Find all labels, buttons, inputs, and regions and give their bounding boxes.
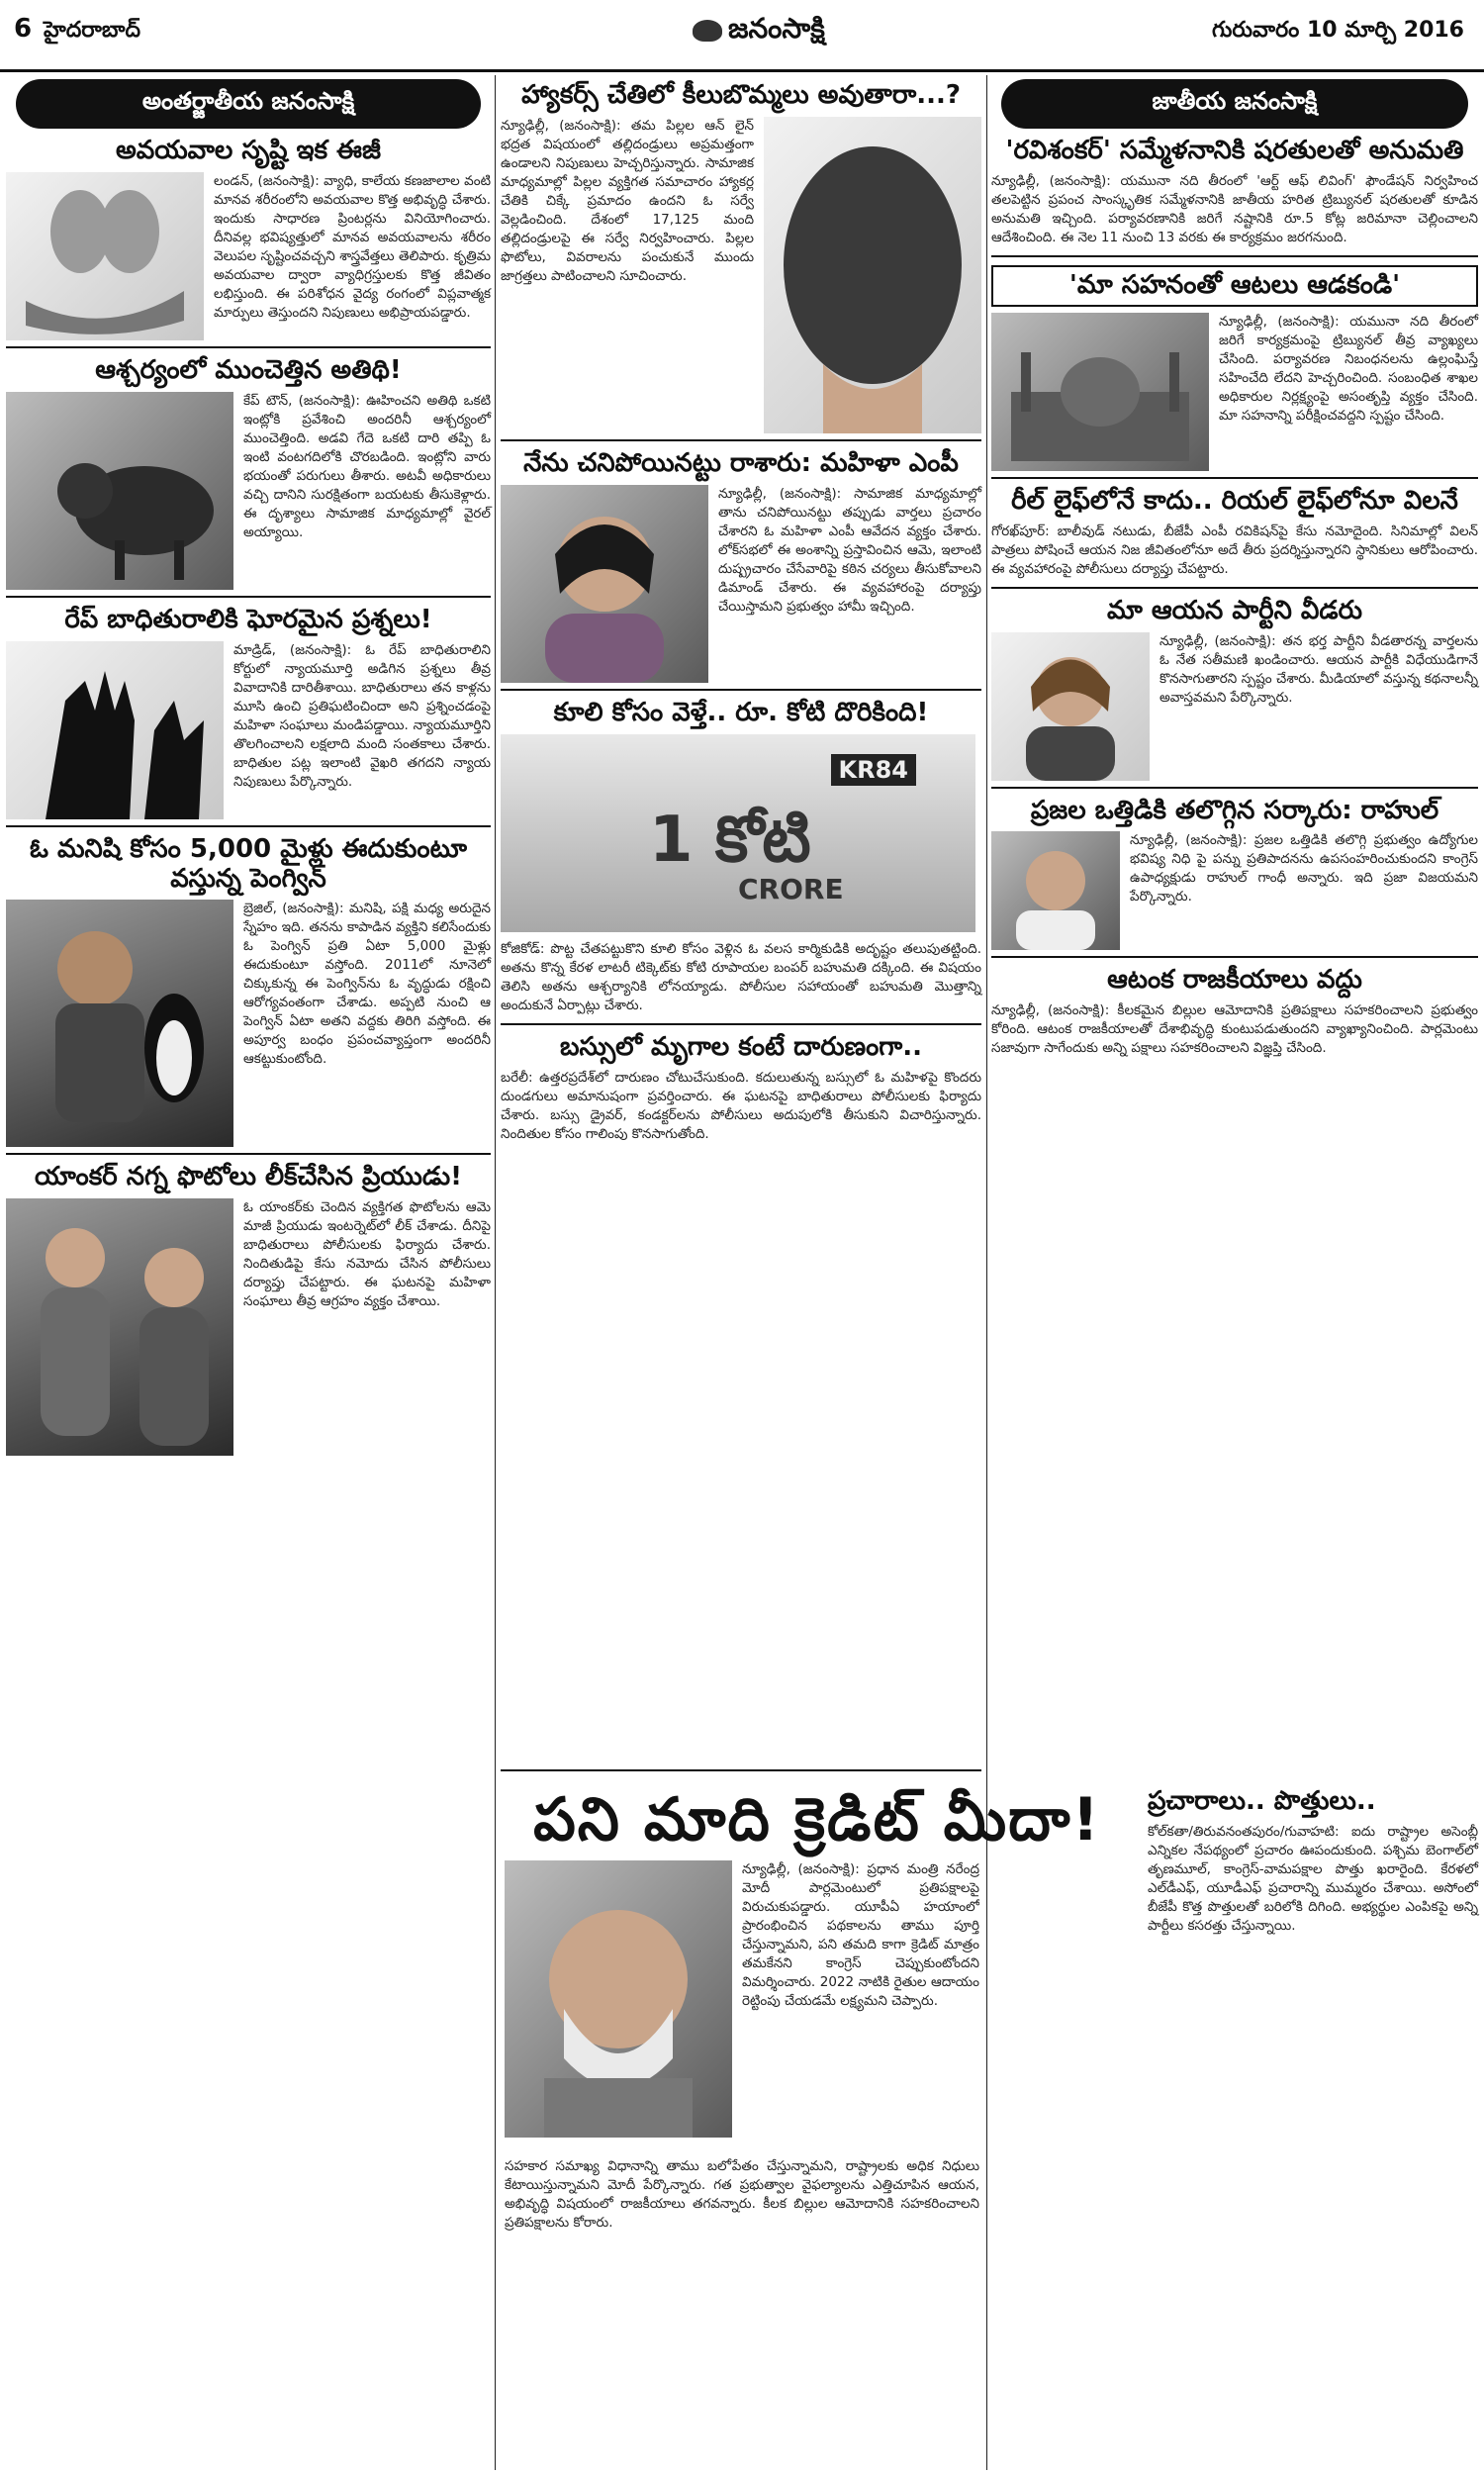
article-body: కేప్ టౌన్, (జనంసాక్షి): ఊహించని అతిథి ఒకటి ఇంట్లోకి ప్రవేశించి అందరినీ ఆశ్చర్యంలో ముంచెత్తింది. అడవి గేదె ఒకటి దారి తప్పి ఓ ఇంటి వంటగదిలోకి చొరబడింది. ఇంట్లోని వారు భయంతో పరుగులు తీశారు. అటవీ అధికారులు వచ్చి దానిని సురక్షితంగా బయటకు తీసుకెళ్లారు. ఈ దృశ్యాలు సామాజిక మాధ్యమాల్లో వైరల్ అయ్యాయి. xyxy=(243,392,491,540)
kidney-illustration xyxy=(6,172,204,340)
mp-portrait-photo xyxy=(501,485,708,683)
lead-body-b: సహకార సమాఖ్య విధానాన్ని తాము బలోపేతం చేస్తున్నామని, రాష్ట్రాలకు అధిక నిధులు కేటాయిస్తున్నామని మోదీ పేర్కొన్నారు. గత ప్రభుత్వాల వైఫల్యాలను ఎత్తిచూపిన ఆయన, అభివృద్ధి విషయంలో రాజకీయాలు తగవన్నారు. కీలక బిల్లుల ఆమోదానికి సహకరించాలని ప్రతిపక్షాలను కోరారు. xyxy=(505,2158,979,2231)
leader-portrait-icon xyxy=(505,1860,732,2138)
article-body: గోరఖ్‌పూర్: బాలీవుడ్ నటుడు, బీజేపీ ఎంపీ రవికిషన్‌పై కేసు నమోదైంది. సినిమాల్లో విలన్ పాత్రలు పోషించే ఆయన నిజ జీవితంలోనూ అదే తీరు ప్రదర్శిస్తున్నారని స్థానికులు ఆరోపించారు. ఈ వ్యవహారంపై పోలీసులు దర్యాప్తు చేపట్టారు. xyxy=(991,523,1478,577)
article-headline: ఆటంక రాజకీయాలు వద్దు xyxy=(1107,965,1362,996)
article-separator xyxy=(6,346,491,348)
article-separator xyxy=(6,596,491,598)
head-back-photo xyxy=(764,117,981,433)
article-body: న్యూఢిల్లీ, (జనంసాక్షి): యమునా నది తీరంలో జరిగే కార్యక్రమంపై ట్రిబ్యునల్ తీవ్ర వ్యాఖ్యలు చేసింది. పర్యావరణ నిబంధనలను ఉల్లంఘిస్తే సహించేది లేదని హెచ్చరించింది. సంబంధిత శాఖల అధికారుల నిర్లక్ష్యంపై అసంతృప్తి వ్యక్తం చేసింది. మా సహనాన్ని పరీక్షించవద్దని స్పష్టం చేసింది. xyxy=(1219,313,1478,424)
buffalo-icon xyxy=(6,392,233,590)
woman-portrait-icon xyxy=(501,485,708,683)
article-headline: యాంకర్ నగ్న ఫొటోలు లీక్‌చేసిన ప్రియుడు! xyxy=(35,1162,462,1192)
article-headline: ప్రచారాలు.. పొత్తులు.. xyxy=(1148,1786,1376,1816)
column-middle xyxy=(501,75,981,1144)
article-body: మాడ్రిడ్, (జనంసాక్షి): ఓ రేప్ బాధితురాలిని కోర్టులో న్యాయమూర్తి అడిగిన ప్రశ్నలు తీవ్ర వివాదానికి దారితీశాయి. బాధితురాలు తన కాళ్లను మూసి ఉంచి ప్రతిఘటించిందా అని ప్రశ్నించడంపై మహిళా సంఘాలు మండిపడ్డాయి. న్యాయమూర్తిని తొలగించాలని లక్షలాది మంది సంతకాలు చేశారు. బాధితుల పట్ల ఇలాంటి వైఖరి తగదని న్యాయ నిపుణులు పేర్కొన్నారు. xyxy=(233,641,491,790)
article-headline: ఆశ్చర్యంలో ముంచెత్తిన అతిథి! xyxy=(95,354,402,385)
article-body: బరేలీ: ఉత్తరప్రదేశ్‌లో దారుణం చోటుచేసుకుంది. కదులుతున్న బస్సులో ఓ మహిళపై కొందరు దుండగులు అమానుషంగా ప్రవర్తించారు. ఈ ఘటనపై బాధితురాలు పోలీసులకు ఫిర్యాదు చేశారు. బస్సు డ్రైవర్, కండక్టర్‌లను పోలీసులు అదుపులోకి తీసుకుని విచారిస్తున్నారు. నిందితుల కోసం గాలింపు కొనసాగుతోంది. xyxy=(501,1069,981,1142)
woman-icon xyxy=(991,632,1150,781)
article-headline: కూలి కోసం వెళ్తే.. రూ. కోటి దొరికింది! xyxy=(553,697,929,727)
article-headline: రీల్ లైఫ్‌లోనే కాదు.. రియల్ లైఫ్‌లోనూ విలనే xyxy=(1011,485,1458,516)
monument-icon xyxy=(991,313,1209,471)
logo-mark-icon xyxy=(693,20,722,42)
buffalo-kitchen-photo xyxy=(6,392,233,590)
article-separator xyxy=(991,477,1478,479)
section-banner-national: జాతీయ జనంసాక్షి xyxy=(1001,79,1468,129)
article-body: బ్రెజిల్, (జనంసాక్షి): మనిషి, పక్షి మధ్య అరుదైన స్నేహం ఇది. తనను కాపాడిన వ్యక్తిని కలిసేందుకు ఓ పెంగ్విన్ ప్రతి ఏటా 5,000 మైళ్లు ఈదుకుంటూ వస్తోంది. 2011లో నూనెలో చిక్కుకున్న ఈ పెంగ్విన్‌ను ఓ వృద్ధుడు రక్షించి ఆరోగ్యవంతంగా చేశాడు. అప్పటి నుంచి ఆ పెంగ్విన్ ఏటా అతని వద్దకు తిరిగి వస్తోంది. ఈ అపూర్వ బంధం ప్రపంచవ్యాప్తంగా అందరినీ ఆకట్టుకుంటోంది. xyxy=(243,901,491,1068)
column-divider xyxy=(986,75,987,2470)
article-headline: మా ఆయన పార్టీని వీడరు xyxy=(1106,595,1363,625)
woman-leader-photo xyxy=(991,632,1150,781)
article-body: కోజికోడ్: పొట్ట చేతపట్టుకొని కూలి కోసం వెళ్లిన ఓ వలస కార్మికుడికి అదృష్టం తలుపుతట్టింది. అతను కొన్న కేరళ లాటరీ టిక్కెట్‌కు కోటి రూపాయల బంపర్ బహుమతి దక్కింది. ఈ విషయం తెలిసి అతను ఆశ్చర్యానికి లోనయ్యాడు. పోలీసుల సహాయంతో బహుమతి మొత్తాన్ని అందుకునే ఏర్పాట్లు చేశారు. xyxy=(501,940,981,1013)
modi-photo xyxy=(505,1860,732,2138)
section-banner-international: అంతర్జాతీయ జనంసాక్షి xyxy=(16,79,481,129)
article-headline: నేను చనిపోయినట్టు రాశారు: మహిళా ఎంపీ xyxy=(523,447,959,478)
article-separator xyxy=(501,1769,981,1771)
article-separator xyxy=(501,439,981,441)
penguin-icon xyxy=(6,900,233,1147)
article-separator xyxy=(991,956,1478,958)
column-divider xyxy=(495,75,496,2470)
article-body: న్యూఢిల్లీ, (జనంసాక్షి): తన భర్త పార్టీని వీడతారన్న వార్తలను ఓ నేత సతీమణి ఖండించారు. ఆయన పార్టీకి విధేయుడిగానే కొనసాగుతారని స్పష్టం చేశారు. మీడియాలో వస్తున్న కథనాలన్నీ అవాస్తవమని పేర్కొన్నారు. xyxy=(1159,632,1478,706)
monument-photo xyxy=(991,313,1209,471)
ticket-code: KR84 xyxy=(831,754,916,786)
lead-headline-wrap xyxy=(501,1781,1134,1859)
article-separator xyxy=(991,255,1478,257)
page-number: 6 xyxy=(14,14,33,44)
ticket-prize-sub: CRORE xyxy=(738,872,844,905)
lead-story xyxy=(501,1761,981,1779)
article-headline: ఓ మనిషి కోసం 5,000 మైళ్లు ఈదుకుంటూ వస్తున్న పెంగ్విన్ xyxy=(29,833,468,894)
campaign-article xyxy=(1148,1781,1478,1936)
article-headline: 'మా సహనంతో ఆటలు ఆడకండి' xyxy=(991,265,1478,307)
article-body: కోల్‌కతా/తిరువనంతపురం/గువాహటి: ఐదు రాష్ట్రాల అసెంబ్లీ ఎన్నికల నేపథ్యంలో ప్రచారం ఊపందుకుంది. పశ్చిమ బెంగాల్‌లో తృణమూల్, కాంగ్రెస్-వామపక్షాల పొత్తు ఖరారైంది. కేరళలో ఎల్‌డీఎఫ్, యూడీఎఫ్ ప్రచారాన్ని ముమ్మరం చేశాయి. అసోంలో బీజేపీ కొత్త పొత్తులతో బరిలోకి దిగింది. అభ్యర్థుల ఎంపికపై అన్ని పార్టీలు కసరత్తు చేస్తున్నాయి. xyxy=(1148,1823,1478,1934)
lead-body-a: న్యూఢిల్లీ, (జనంసాక్షి): ప్రధాన మంత్రి నరేంద్ర మోదీ పార్లమెంటులో ప్రతిపక్షాలపై విరుచుకుపడ్డారు. యూపీఏ హయాంలో ప్రారంభించిన పథకాలను తాము పూర్తి చేస్తున్నామని, పని తమది కాగా క్రెడిట్ మాత్రం తమకేనని కాంగ్రెస్ చెప్పుకుంటోందని విమర్శించారు. 2022 నాటికి రైతుల ఆదాయం రెట్టింపు చేయడమే లక్ష్యమని చెప్పారు. xyxy=(742,1861,979,2009)
rahul-photo xyxy=(991,831,1120,950)
lead-headline: పని మాది క్రెడిట్ మీదా! xyxy=(533,1785,1101,1855)
article-separator xyxy=(991,787,1478,789)
person-icon xyxy=(6,1198,233,1456)
article-body: న్యూఢిల్లీ, (జనంసాక్షి): కీలకమైన బిల్లుల ఆమోదానికి ప్రతిపక్షాలు సహకరించాలని ప్రభుత్వం కోరింది. ఆటంక రాజకీయాలతో దేశాభివృద్ధి కుంటుపడుతుందని వ్యాఖ్యానించింది. పార్లమెంటు సజావుగా సాగేందుకు అన్ని పక్షాలు సహకరించాలని విజ్ఞప్తి చేసింది. xyxy=(991,1002,1478,1057)
issue-date: గురువారం 10 మార్చి 2016 xyxy=(1211,18,1464,43)
man-portrait-icon xyxy=(991,831,1120,950)
article-headline: రేప్ బాధితురాలికి ఘోరమైన ప్రశ్నలు! xyxy=(64,604,432,634)
article-headline: ప్రజల ఒత్తిడికి తలొగ్గిన సర్కారు: రాహుల్ xyxy=(1030,795,1439,825)
anchor-photo xyxy=(6,1198,233,1456)
article-body: న్యూఢిల్లీ, (జనంసాక్షి): సామాజిక మాధ్యమాల్లో తాను చనిపోయినట్టు తప్పుడు వార్తలు ప్రచారం చేశారని ఓ మహిళా ఎంపీ ఆవేదన వ్యక్తం చేశారు. లోక్‌సభలో ఈ అంశాన్ని ప్రస్తావించిన ఆమె, ఇలాంటి దుష్ప్రచారం చేసేవారిపై కఠిన చర్యలు తీసుకోవాలని డిమాండ్ చేశారు. ఈ వ్యవహారంపై దర్యాప్తు చేయిస్తామని ప్రభుత్వం హామీ ఇచ్చింది. xyxy=(718,485,981,615)
article-body: న్యూఢిల్లీ, (జనంసాక్షి): ప్రజల ఒత్తిడికి తలొగ్గి ప్రభుత్వం ఉద్యోగుల భవిష్య నిధి పై పన్ను ప్రతిపాదనను ఉపసంహరించుకుందని కాంగ్రెస్ ఉపాధ్యక్షుడు రాహుల్ గాంధీ అన్నారు. ఇది ప్రజా విజయమని పేర్కొన్నారు. xyxy=(1130,832,1478,905)
article-headline: బస్సులో మృగాల కంటే దారుణంగా.. xyxy=(560,1031,922,1062)
paper-name: జనంసాక్షి xyxy=(728,12,825,45)
article-headline: 'రవిశంకర్' సమ్మేళనానికి షరతులతో అనుమతి xyxy=(1005,136,1464,165)
man-with-penguin-photo xyxy=(6,900,233,1147)
raised-hands-icon xyxy=(6,641,224,819)
column-international xyxy=(6,75,491,1462)
article-separator xyxy=(6,825,491,827)
kidney-hand-icon xyxy=(6,172,204,340)
masthead-logo xyxy=(693,12,825,51)
article-separator xyxy=(6,1153,491,1155)
lottery-ticket-photo xyxy=(501,734,975,932)
silhouette-photo xyxy=(6,641,224,819)
article-headline: హ్యాకర్స్ చేతిలో కీలుబొమ్మలు అవుతారా...? xyxy=(521,80,961,110)
article-headline: అవయవాల సృష్టి ఇక ఈజీ xyxy=(115,136,382,165)
article-body: న్యూఢిల్లీ, (జనంసాక్షి): యమునా నది తీరంలో 'ఆర్ట్ ఆఫ్ లివింగ్' ఫౌండేషన్ నిర్వహించ తలపెట్టిన ప్రపంచ సాంస్కృతిక సమ్మేళనానికి జాతీయ హరిత ట్రిబ్యునల్ షరతులతో కూడిన అనుమతి ఇచ్చింది. పర్యావరణానికి జరిగే నష్టానికి రూ.5 కోట్ల జరిమానా చెల్లించాలని ఆదేశించింది. ఈ నెల 11 నుంచి 13 వరకు ఈ కార్యక్రమం జరగనుంది. xyxy=(991,172,1478,245)
head-icon xyxy=(764,117,981,433)
column-national xyxy=(991,75,1478,1058)
article-separator xyxy=(991,587,1478,589)
article-body: ఓ యాంకర్‌కు చెందిన వ్యక్తిగత ఫొటోలను ఆమె మాజీ ప్రియుడు ఇంటర్నెట్‌లో లీక్ చేశాడు. దీనిపై బాధితురాలు పోలీసులకు ఫిర్యాదు చేశారు. నిందితుడిపై కేసు నమోదు చేసిన పోలీసులు దర్యాప్తు చేపట్టారు. ఈ ఘటనపై మహిళా సంఘాలు తీవ్ర ఆగ్రహం వ్యక్తం చేశాయి. xyxy=(243,1199,491,1310)
article-body: లండన్, (జనంసాక్షి): వ్యాధి, కాలేయ కణజాలాల వంటి మానవ శరీరంలోని అవయవాల కొత్త అభివృద్ధి చేశారు. ఇందుకు సాధారణ ప్రింటర్లను వినియోగించారు. దీనివల్ల భవిష్యత్తులో మానవ అవయవాలను శరీరం వెలుపల సృష్టించవచ్చని శాస్త్రవేత్తలు తెలిపారు. కృత్రిమ అవయవాల ద్వారా వ్యాధిగ్రస్తులకు కొత్త జీవితం లభిస్తుంది. ఈ పరిశోధన వైద్య రంగంలో విప్లవాత్మక మార్పులు తెస్తుందని నిపుణులు అభిప్రాయపడ్డారు. xyxy=(214,172,491,321)
article-separator xyxy=(501,689,981,691)
article-body: న్యూఢిల్లీ, (జనంసాక్షి): తమ పిల్లల ఆన్ లైన్ భద్రత విషయంలో తల్లిదండ్రులు అప్రమత్తంగా ఉండాలని నిపుణులు హెచ్చరిస్తున్నారు. సామాజిక మాధ్యమాల్లో పిల్లల వ్యక్తిగత సమాచారం హ్యాకర్ల చేతికి చిక్కే ప్రమాదం ఉందని ఓ సర్వే వెల్లడించింది. దేశంలో 17,125 మంది తల్లిదండ్రులపై ఈ సర్వే నిర్వహించారు. పిల్లల ఫొటోలు, వివరాలను పంచుకునే ముందు జాగ్రత్తలు పాటించాలని సూచించారు. xyxy=(501,117,754,284)
ticket-prize: 1 కోటి xyxy=(649,803,811,877)
article-separator xyxy=(501,1023,981,1025)
city-name: హైదరాబాద్ xyxy=(44,18,140,43)
